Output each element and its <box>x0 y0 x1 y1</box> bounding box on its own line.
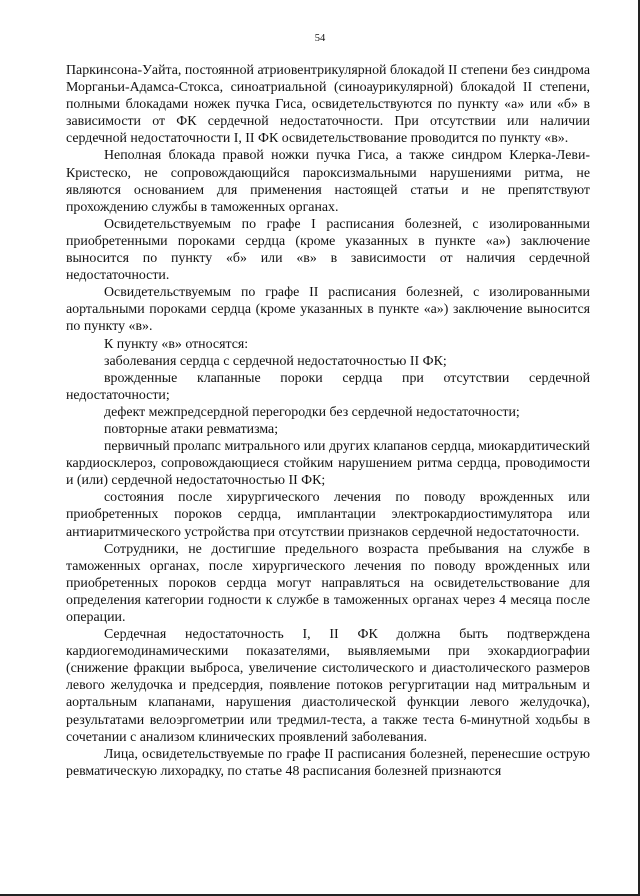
list-item: состояния после хирургического лечения по поводу врожденных или приобретенных пороков сердца, имплантации электрокардиостимулятора или антиаритмического устройства при отсутствии признаков сердечной недостаточности. <box>66 490 590 540</box>
paragraph: Неполная блокада правой ножки пучка Гиса, а также синдром Клерка-Леви-Кристеско, не сопровождающийся пароксизмальными нарушениями ритма, не являются основанием для применения настоящей статьи и не препятствуют прохождению службы в таможенных органах. <box>66 148 590 215</box>
paragraph: Освидетельствуемым по графе I расписания болезней, с изолированными приобретенными пороками сердца (кроме указанных в пункте «а») заключение выносится по пункту «б» или «в» в зависимости от наличия сердечной недостаточности. <box>66 216 590 284</box>
paragraph: Сотрудники, не достигшие предельного возраста пребывания на службе в таможенных органах, после хирургического лечения по поводу врожденных или приобретенных пороков сердца могут направляться на освидетельствование для определения категории годности к службе в таможенных органах через 4 месяца после операции. <box>66 541 590 625</box>
list-item: дефект межпредсердной перегородки без сердечной недостаточности; <box>104 404 520 420</box>
list-item: врожденные клапанные пороки сердца при отсутствии сердечной недостаточности; <box>66 370 590 403</box>
paragraph: Лица, освидетельствуемые по графе II расписания болезней, перенесшие острую ревматическую лихорадку, по статье 48 расписания болезней признаются <box>66 746 590 779</box>
document-body <box>66 62 590 780</box>
paragraph: К пункту «в» относятся: <box>104 336 249 352</box>
list-item: повторные атаки ревматизма; <box>104 421 279 437</box>
paragraph: Сердечная недостаточность I, II ФК должна быть подтверждена кардиогемодинамическими показателями, выявляемыми при эхокардиографии (снижение фракции выброса, увеличение систолического и диастолического размеров левого желудочка и предсердия, появление потоков регургитации над митральным и аортальным клапанами, нарушения диастолической функции левого желудочка), результатами велоэргометрии или тредмил-теста, а также теста 6-минутной ходьбы в сочетании с анализом клинических проявлений заболевания. <box>66 627 590 745</box>
list-item: заболевания сердца с сердечной недостаточностью II ФК; <box>104 353 447 369</box>
page-number: 54 <box>314 33 326 44</box>
list-item: первичный пролапс митрального или других клапанов сердца, миокардитический кардиосклероз, сопровождающиеся стойким нарушением ритма сердца, проводимости и (или) сердечной недостаточностью II ФК; <box>66 439 590 489</box>
paragraph: Освидетельствуемым по графе II расписания болезней, с изолированными аортальными пороками сердца (кроме указанных в пункте «а») заключение выносится по пункту «в». <box>66 285 590 335</box>
paragraph: Паркинсона-Уайта, постоянной атриовентрикулярной блокадой II степени без синдрома Морганьи-Адамса-Стокса, синоатриальной (синоаурикулярной) блокадой II степени, полными блокадами ножек пучка Гиса, освидетельствуются по пункту «а» или «б» в зависимости от ФК сердечной недостаточности. При отсутствии или наличии сердечной недостаточности I, II ФК освидетельствование проводится по пункту «в». <box>66 63 590 147</box>
